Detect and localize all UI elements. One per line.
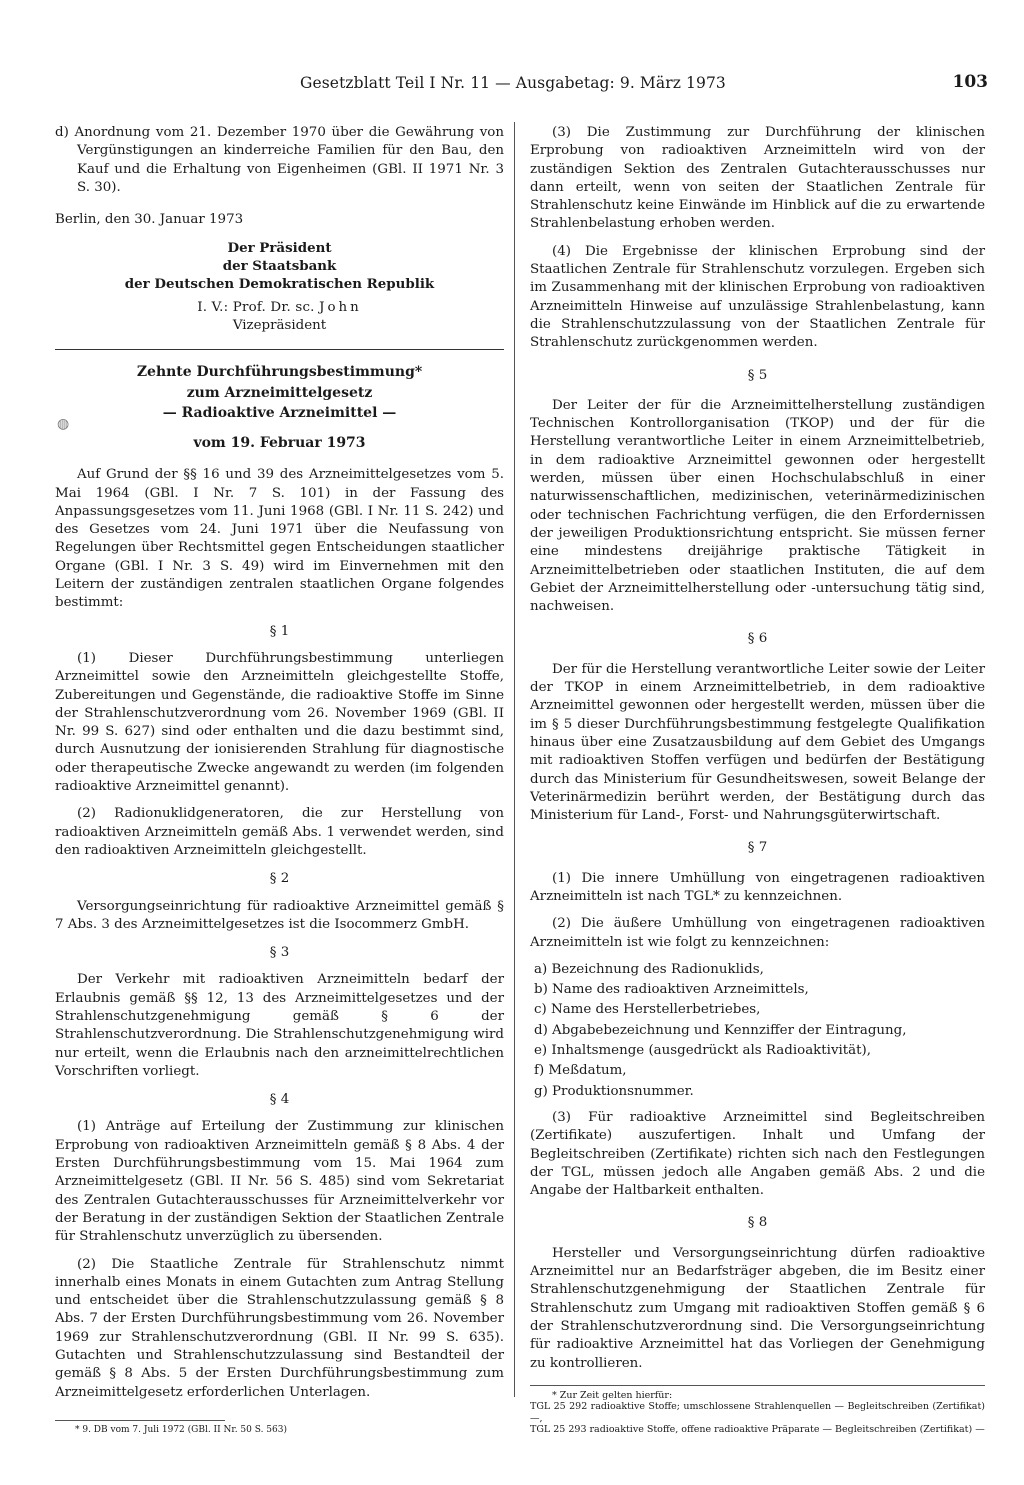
section-4-para-1: (1) Anträge auf Erteilung der Zustimmung zur klinischen Erprobung von radioaktiven Arzneimitteln gemäß § 8 Abs. 4 der Ersten Durchführungsbestimmung vom 15. Mai 1964 zum Arzneimittelgesetz (GBl. II Nr. 56 S. 485) sind vom Sekretariat des Zentralen Gutachterausschusses für Arzneimittelverkehr vor der Beratung in der zuständigen Sektion der Staatlichen Zentrale für Strahlenschutz unverzüglich zu übersenden. xyxy=(55,1119,504,1245)
signatory-name: John xyxy=(319,300,362,316)
header-title: Gesetzblatt Teil I Nr. 11 — Ausgabetag: 9. März 1973 xyxy=(300,74,726,92)
list-item: e) Inhaltsmenge (ausgedrückt als Radioaktivität), xyxy=(534,1043,872,1059)
list-item: g) Produktionsnummer. xyxy=(534,1083,694,1099)
margin-smudge-icon: ◍ xyxy=(57,416,70,432)
section-5-heading: § 5 xyxy=(747,367,768,383)
page-number: 103 xyxy=(952,72,988,92)
footnote-rule-left xyxy=(55,1420,225,1421)
section-4-heading: § 4 xyxy=(269,1092,290,1108)
list-item: d) Abgabebezeichnung und Kennziffer der Eintragung, xyxy=(534,1022,907,1038)
list-item: c) Name des Herstellerbetriebes, xyxy=(534,1002,761,1018)
title-line-2: zum Arzneimittelgesetz xyxy=(186,384,373,401)
title-line-3: — Radioaktive Arzneimittel — xyxy=(162,405,397,422)
signature-line-2: der Staatsbank xyxy=(222,258,337,275)
section-5-para-1: Der Leiter der für die Arzneimittelherstellung zuständigen Technischen Kontrollorganisation (TKOP) und der für die Herstellung verantwortliche Leiter in einem Arzneimittelbetrieb, in dem radioaktive Arzneimittel gewonnen oder hergestellt werden, müssen über einen Hochschulabschluß in einer naturwissenschaftlichen, medizinischen, veterinärmedizinischen oder technischen Fachrichtung verfügen, die den Erfordernissen der jeweiligen Produktionsrichtung entspricht. Sie müssen ferner eine mindestens dreijährige praktische Tätigkeit in Arzneimittelbetrieben oder staatlichen Instituten, die auf dem Gebiet der Arzneimittelherstellung oder -untersuchung tätig sind, nachweisen. xyxy=(530,397,985,615)
marking-list xyxy=(530,961,985,1101)
section-8-heading: § 8 xyxy=(747,1215,768,1231)
regulation-title xyxy=(55,362,504,424)
place-date: Berlin, den 30. Januar 1973 xyxy=(55,212,244,228)
section-1-para-2: (2) Radionuklidgeneratoren, die zur Herstellung von radioaktiven Arzneimitteln gemäß Abs. 1 verwendet werden, sind den radioaktiven Arzneimitteln gleichgestellt. xyxy=(55,806,504,858)
left-column xyxy=(55,124,504,1436)
signature-line-3: der Deutschen Demokratischen Republik xyxy=(124,276,435,293)
section-2-heading: § 2 xyxy=(269,871,290,887)
section-7-heading: § 7 xyxy=(747,840,768,856)
section-7-para-2: (2) Die äußere Umhüllung von eingetragenen radioaktiven Arzneimitteln ist wie folgt zu kennzeichnen: xyxy=(530,916,985,950)
section-1-heading: § 1 xyxy=(269,623,290,639)
page-header xyxy=(300,74,988,98)
section-6-heading: § 6 xyxy=(747,631,768,647)
list-item: b) Name des radioaktiven Arzneimittels, xyxy=(534,982,809,998)
footnote-right xyxy=(530,1385,985,1436)
section-7-para-1: (1) Die innere Umhüllung von eingetragenen radioaktiven Arzneimitteln ist nach TGL* zu kennzeichnen. xyxy=(530,870,985,904)
section-3-heading: § 3 xyxy=(269,945,290,961)
signatory-prefix: I. V.: Prof. Dr. sc. xyxy=(197,300,315,316)
section-2-para-1: Versorgungseinrichtung für radioaktive Arzneimittel gemäß § 7 Abs. 3 des Arzneimittelgesetzes ist die Isocommerz GmbH. xyxy=(55,898,504,932)
list-item: a) Bezeichnung des Radionuklids, xyxy=(534,961,764,977)
footnote-right-line-3: TGL 25 293 radioaktive Stoffe, offene radioaktive Präparate — Begleitschreiben (Zertifikat) — xyxy=(530,1424,985,1436)
section-3-para-1: Der Verkehr mit radioaktiven Arzneimitteln bedarf der Erlaubnis gemäß §§ 12, 13 des Arzneimittelgesetzes und der Strahlenschutzgenehmigung gemäß § 6 der Strahlenschutzverordnung. Die Strahlenschutzgenehmigung wird nur erteilt, wenn die Erlaubnis nach den arzneimittelrechtlichen Vorschriften vorliegt. xyxy=(55,972,504,1079)
signature-line-1: Der Präsident xyxy=(227,240,332,257)
title-line-1: Zehnte Durchführungsbestimmung* xyxy=(136,364,423,381)
section-4-para-3: (3) Die Zustimmung zur Durchführung der klinischen Erprobung von radioaktiven Arzneimitteln wird von der zuständigen Sektion des Zentralen Gutachterausschusses nur dann erteilt, wenn von seiten der Staatlichen Zentrale für Strahlenschutz keine Einwände im Hinblick auf die zu erwartende Strahlenbelastung erhoben werden. xyxy=(530,125,985,232)
section-rule xyxy=(55,349,504,350)
section-1-para-1: (1) Dieser Durchführungsbestimmung unterliegen Arzneimittel sowie den Arzneimitteln gleichgestellte Stoffe, Zubereitungen und Gegenstände, die radioaktive Stoffe im Sinne der Strahlenschutzverordnung vom 26. November 1969 (GBl. II Nr. 99 S. 627) sind oder enthalten und die dazu bestimmt sind, durch Ausnutzung der ionisierenden Strahlung für diagnostische oder therapeutische Zwecke angewandt zu werden (im folgenden radioaktive Arzneimittel genannt). xyxy=(55,650,504,795)
item-d: d) Anordnung vom 21. Dezember 1970 über die Gewährung von Vergünstigungen an kinderreiche Familien für den Bau, den Kauf und die Erhaltung von Eigenheimen (GBl. II 1971 Nr. 3 S. 30). xyxy=(55,125,504,195)
column-divider xyxy=(514,122,515,1397)
footnote-right-line-2: TGL 25 292 radioaktive Stoffe; umschlossene Strahlenquellen — Begleitschreiben (Zertifikat) —, xyxy=(530,1401,985,1424)
signatory-role: Vizepräsident xyxy=(232,318,327,334)
signature-block xyxy=(55,239,504,293)
section-4-para-2: (2) Die Staatliche Zentrale für Strahlenschutz nimmt innerhalb eines Monats in einem Gutachten zum Antrag Stellung und entscheidet über die Strahlenschutzzulassung gemäß § 8 Abs. 7 der Ersten Durchführungsbestimmung vom 26. November 1969 zur Strahlenschutzverordnung (GBl. II Nr. 99 S. 635). Gutachten und Strahlenschutzzulassung sind Bestandteil der gemäß § 8 Abs. 5 der Ersten Durchführungsbestimmung zum Arzneimittelgesetz erforderlichen Unterlagen. xyxy=(55,1256,504,1400)
section-6-para-1: Der für die Herstellung verantwortliche Leiter sowie der Leiter der TKOP in einem Arzneimittelbetrieb, in dem radioaktive Arzneimittel gewonnen oder hergestellt werden, müssen über die im § 5 dieser Durchführungsbestimmung festgelegte Qualifikation hinaus über eine Zusatzausbildung auf dem Gebiet des Umgangs mit radioaktiven Stoffen verfügen und bedürfen der Bestätigung durch das Ministerium für Gesundheitswesen, soweit Belange der Veterinärmedizin berührt werden, der Bestätigung durch das Ministerium für Land-, Forst- und Nahrungsgüterwirtschaft. xyxy=(530,661,985,824)
section-4-para-4: (4) Die Ergebnisse der klinischen Erprobung sind der Staatlichen Zentrale für Strahlenschutz vorzulegen. Ergeben sich im Zusammenhang mit der klinischen Erprobung von radioaktiven Arzneimitteln Hinweise auf unzulässige Strahlenbelastung, kann die Strahlenschutzzulassung von der Staatlichen Zentrale für Strahlenschutz zurückgenommen werden. xyxy=(530,243,985,351)
footnote-left: * 9. DB vom 7. Juli 1972 (GBl. II Nr. 50 S. 563) xyxy=(75,1424,287,1435)
section-7-para-3: (3) Für radioaktive Arzneimittel sind Begleitschreiben (Zertifikate) auszufertigen. Inhalt und Umfang der Begleitschreiben (Zertifikate) richten sich nach den Festlegungen der TGL, müssen jedoch alle Angaben gemäß Abs. 2 und die Angabe der Haltbarkeit enthalten. xyxy=(530,1109,985,1199)
list-item: f) Meßdatum, xyxy=(534,1063,627,1079)
right-column xyxy=(530,124,985,1436)
footnote-right-line-1: * Zur Zeit gelten hierfür: xyxy=(552,1389,673,1401)
signatory xyxy=(55,299,504,335)
section-8-para-1: Hersteller und Versorgungseinrichtung dürfen radioaktive Arzneimittel nur an Bedarfsträger abgeben, die im Besitz einer Strahlenschutzgenehmigung der Staatlichen Zentrale für Strahlenschutz zum Umgang mit radioaktiven Stoffen gemäß § 6 der Strahlenschutzverordnung sind. Die Versorgungseinrichtung für radioaktive Arzneimittel hat das Vorliegen der Genehmigung zu kontrollieren. xyxy=(530,1245,985,1371)
preamble: Auf Grund der §§ 16 und 39 des Arzneimittelgesetzes vom 5. Mai 1964 (GBl. I Nr. 7 S. 101) in der Fassung des Anpassungsgesetzes vom 11. Juni 1968 (GBl. I Nr. 11 S. 242) und des Gesetzes vom 24. Juni 1971 über die Neufassung von Regelungen über Rechtsmittel gegen Entscheidungen staatlicher Organe (GBl. I Nr. 3 S. 49) wird im Einvernehmen mit den Leitern der zuständigen zentralen staatlichen Organe folgendes bestimmt: xyxy=(55,467,504,611)
regulation-date: vom 19. Februar 1973 xyxy=(193,434,366,451)
